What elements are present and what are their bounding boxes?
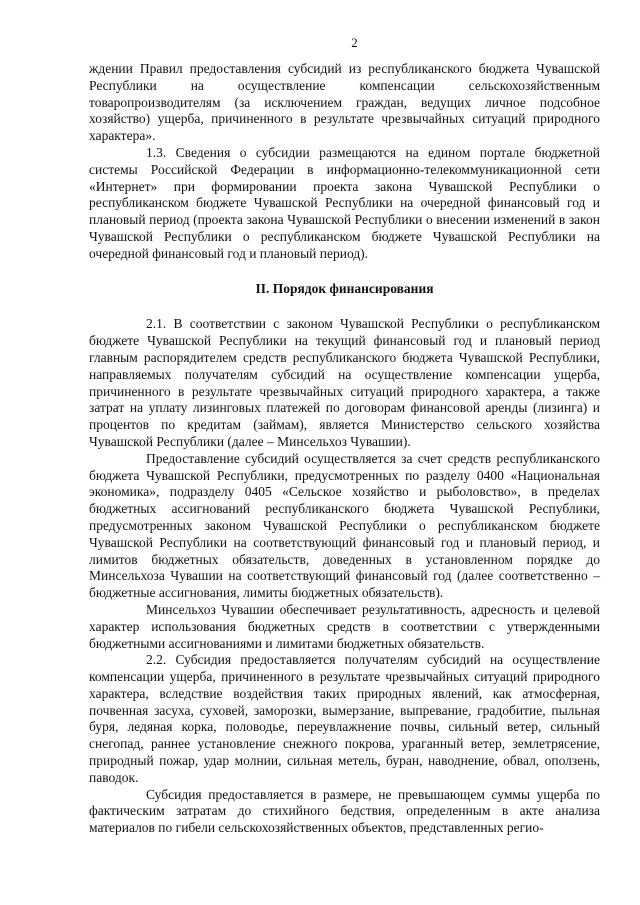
paragraph-p-2-1: 2.1. В соответствии с законом Чувашской Республики о республиканском бюджете Чувашской Республики на текущий финансовый год и плановый период главным распорядителем средств республиканского бюджета Чувашской Республики, направляемых получателям субсидий на осуществление компенсации ущерба, причиненного в результате чрезвычайных ситуаций природного характера, а также затрат на уплату лизинговых платежей по договорам финансовой аренды (лизинга) и процентов по кредитам (займам), является Министерство сельского хозяйства Чувашской Республики (далее – Минсельхоз Чувашии).: [89, 316, 600, 449]
page-number: 2: [351, 35, 358, 50]
paragraphs-after: [89, 316, 600, 837]
paragraph-p-amount: Субсидия предоставляется в размере, не превышающем суммы ущерба по фактическим затратам до стихийного бедствия, определенным в акте анализа материалов по гибели сельскохозяйственных объектов, представленных регио-: [89, 786, 600, 836]
paragraph-p-provision: Предоставление субсидий осуществляется за счет средств республиканского бюджета Чувашской Республики, предусмотренных по разделу 0400 «Национальная экономика», подразделу 0405 «Сельское хозяйство и рыболовство», в пределах бюджетных ассигнований республиканского бюджета Чувашской Республики, предусмотренных законом Чувашской Республики о республиканском бюджете Чувашской Республики на соответствующий финансовый год и плановый период, и лимитов бюджетных обязательств, доведенных в установленном порядке до Минсельхоза Чувашии на соответствующий финансовый год (далее соответственно – бюджетные ассигнования, лимиты бюджетных обязательств).: [89, 450, 600, 601]
document-body: [89, 61, 600, 837]
paragraph-p-1-3: 1.3. Сведения о субсидии размещаются на едином портале бюджетной системы Российской Федерации в информационно-телекоммуникационной сети «Интернет» при формировании проекта закона Чувашской Республики о республиканском бюджете Чувашской Республики на очередной финансовый год и плановый период (проекта закона Чувашской Республики о внесении изменений в закон Чувашской Республики о республиканском бюджете Чувашской Республики на очередной финансовый год и плановый период).: [89, 144, 600, 261]
section-heading: II. Порядок финансирования: [255, 280, 434, 296]
paragraph-p-2-2: 2.2. Субсидия предоставляется получателям субсидий на осуществление компенсации ущерба, причиненного в результате чрезвычайных ситуаций природного характера, вследствие воздействия таких природных явлений, как атмосферная, почвенная засуха, суховей, заморозки, вымерзание, выпревание, градобитие, пыльная буря, ледяная корка, половодье, переувлажнение почвы, сильный ветер, сильный снегопад, раннее установление снежного покрова, ураганный ветер, землетрясение, природный пожар, удар молнии, сильная метель, буран, наводнение, обвал, оползень, паводок.: [89, 652, 600, 785]
paragraph-p-cont: ждении Правил предоставления субсидий из республиканского бюджета Чувашской Республики на осуществление компенсации сельскохозяйственным товаропроизводителям (за исключением граждан, ведущих личное подсобное хозяйство) ущерба, причиненного в результате чрезвычайных ситуаций природного характера».: [89, 61, 600, 144]
paragraphs-before: [89, 61, 600, 263]
paragraph-p-ensures: Минсельхоз Чувашии обеспечивает результативность, адресность и целевой характер использования бюджетных средств в соответствии с утвержденными бюджетными ассигнованиями и лимитами бюджетных обязательств.: [89, 601, 600, 651]
